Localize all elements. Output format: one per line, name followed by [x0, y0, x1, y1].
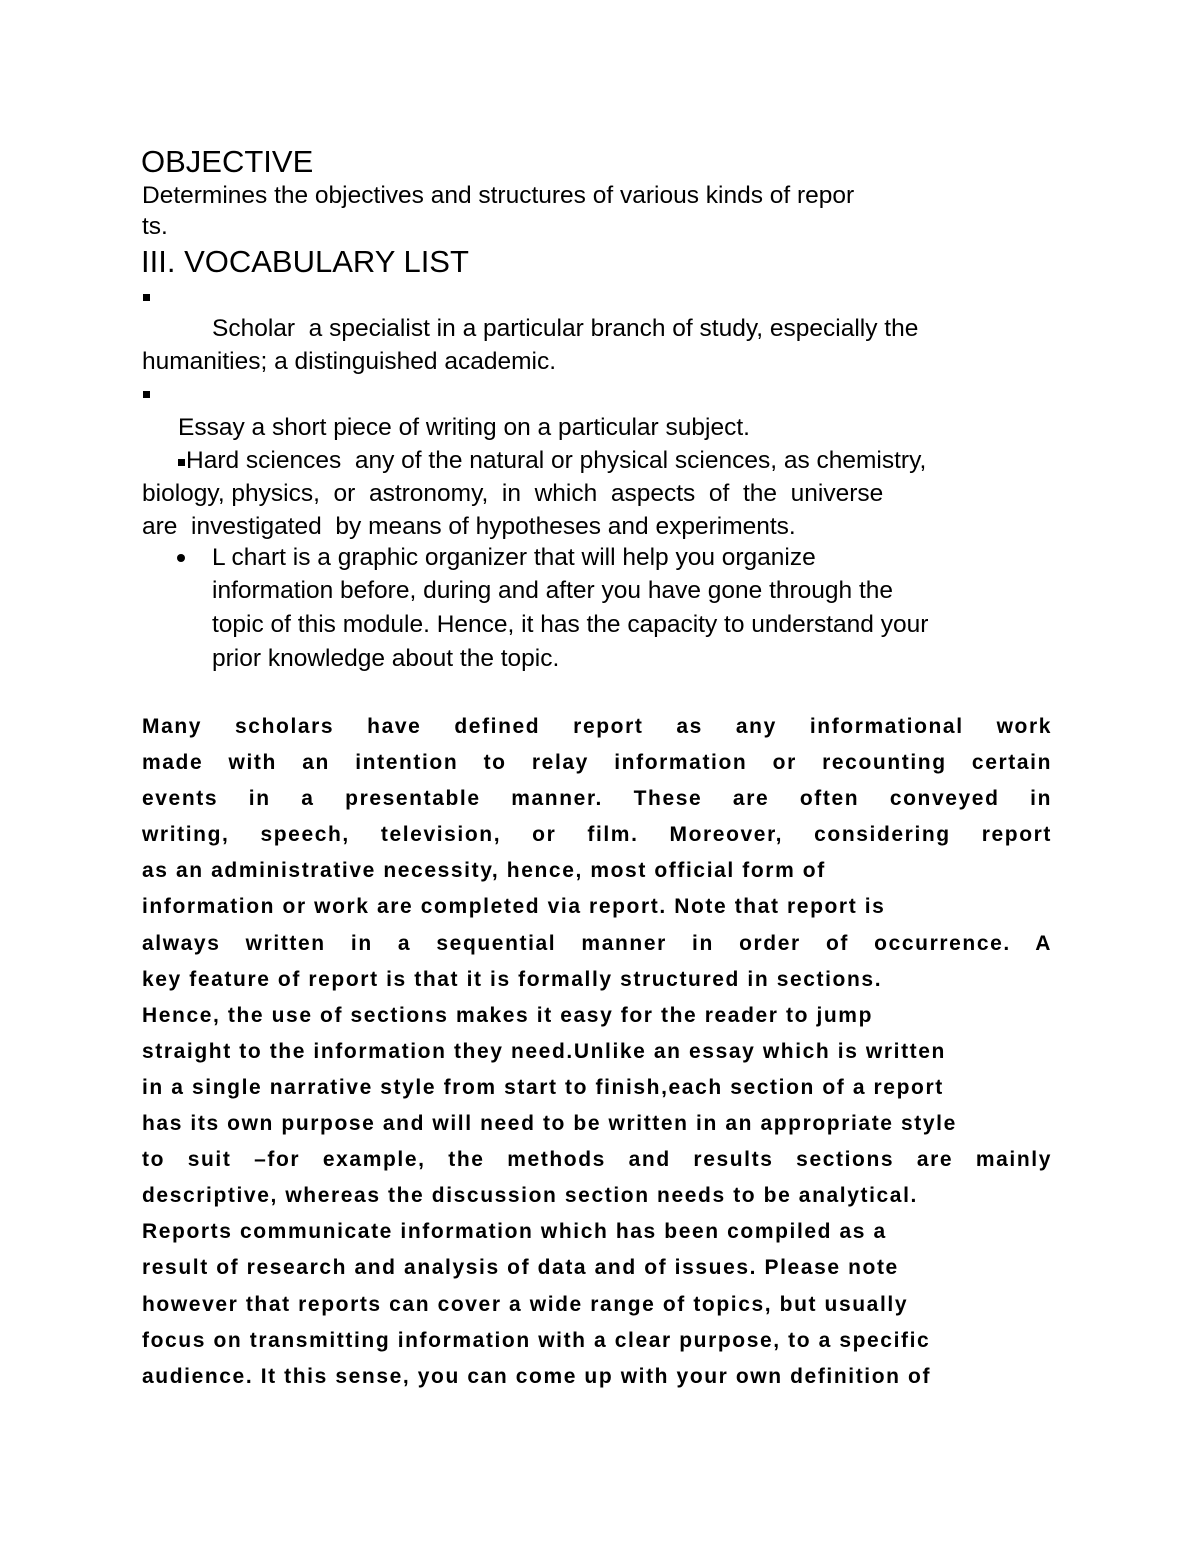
- paragraph-line: made with an intention to relay information or recounting certain: [142, 751, 1052, 775]
- paragraph-line: events in a presentable manner. These are often conveyed in: [142, 787, 1052, 811]
- paragraph-line: descriptive, whereas the discussion section needs to be analytical.: [142, 1184, 918, 1208]
- paragraph-line: information or work are completed via report. Note that report is: [142, 895, 886, 919]
- vocab-l-chart-line-4: prior knowledge about the topic.: [212, 645, 560, 672]
- paragraph-line: Hence, the use of sections makes it easy for the reader to jump: [142, 1003, 874, 1027]
- vocab-hard-sciences-line-1: Hard sciences any of the natural or physical sciences, as chemistry,: [186, 447, 927, 474]
- paragraph-line: result of research and analysis of data and of issues. Please note: [142, 1256, 899, 1280]
- paragraph-line: Many scholars have defined report as any informational work: [142, 715, 1052, 738]
- paragraph-line: to suit –for example, the methods and results sections are mainly: [142, 1148, 1052, 1172]
- vocab-scholar-line-1: Scholar a specialist in a particular branch of study, especially the: [212, 315, 919, 342]
- square-bullet-icon: [143, 294, 150, 301]
- paragraph-line: has its own purpose and will need to be written in an appropriate style: [142, 1112, 957, 1136]
- paragraph-line: straight to the information they need.Unlike an essay which is written: [142, 1039, 946, 1063]
- vocab-l-chart-line-2: information before, during and after you have gone through the: [212, 577, 894, 604]
- objective-heading: OBJECTIVE: [141, 144, 314, 179]
- paragraph-line: Reports communicate information which has been compiled as a: [142, 1220, 887, 1244]
- objective-text-line-2: ts.: [142, 213, 168, 240]
- square-bullet-icon: [143, 391, 150, 398]
- paragraph-line: writing, speech, television, or film. Moreover, considering report: [142, 823, 1052, 847]
- body-paragraph: [142, 709, 1052, 1395]
- objective-text-line-1: Determines the objectives and structures of various kinds of repor: [142, 182, 855, 209]
- vocabulary-heading: III. VOCABULARY LIST: [141, 244, 469, 279]
- vocab-hard-sciences-line-2: biology, physics, or astronomy, in which aspects of the universe: [142, 480, 884, 507]
- vocab-l-chart-line-3: topic of this module. Hence, it has the capacity to understand your: [212, 611, 929, 638]
- paragraph-line: key feature of report is that it is formally structured in sections.: [142, 967, 883, 991]
- square-bullet-icon: [178, 459, 185, 466]
- vocab-essay: Essay a short piece of writing on a particular subject.: [178, 414, 750, 441]
- paragraph-line: always written in a sequential manner in order of occurrence. A: [142, 931, 1052, 955]
- paragraph-line: however that reports can cover a wide range of topics, but usually: [142, 1292, 909, 1316]
- paragraph-line: as an administrative necessity, hence, most official form of: [142, 859, 826, 883]
- paragraph-line: audience. It this sense, you can come up with your own definition of: [142, 1364, 932, 1388]
- vocab-scholar-line-2: humanities; a distinguished academic.: [142, 348, 557, 375]
- vocab-l-chart-line-1: L chart is a graphic organizer that will help you organize: [212, 544, 816, 571]
- paragraph-line: focus on transmitting information with a clear purpose, to a specific: [142, 1328, 931, 1352]
- vocab-hard-sciences-line-3: are investigated by means of hypotheses and experiments.: [142, 513, 796, 540]
- round-bullet-icon: [177, 554, 185, 562]
- paragraph-line: in a single narrative style from start to finish,each section of a report: [142, 1075, 944, 1099]
